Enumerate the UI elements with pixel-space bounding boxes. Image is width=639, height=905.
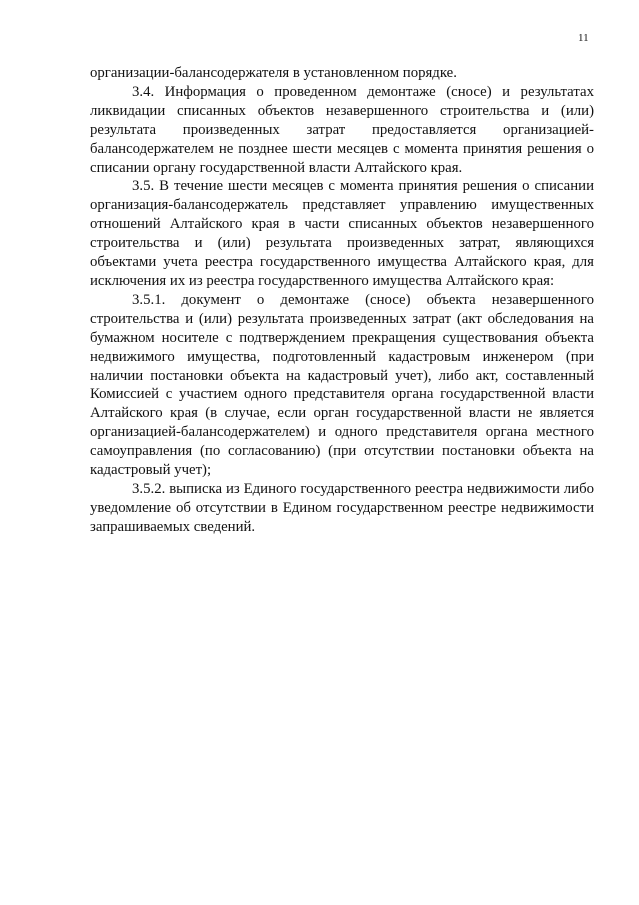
- paragraph-continuation: организации-балансодержателя в установленном порядке.: [90, 65, 457, 81]
- paragraph-3-5-2: 3.5.2. выписка из Единого государственного реестра недвижимости либо уведомление об отсутствии в Едином государственном реестре недвижимости запрашиваемых сведений.: [90, 480, 594, 535]
- document-body: [90, 64, 594, 537]
- paragraph-3-5: 3.5. В течение шести месяцев с момента принятия решения о списании организация-балансодержатель представляет управлению имущественных отношений Алтайского края в части списанных объектов незавершенного строительства и (или) результата произведенных затрат, являющихся объектами учета реестра государственного имущества Алтайского края, для исключения их из реестра государственного имущества Алтайского края:: [90, 178, 594, 289]
- paragraph-3-5-1: 3.5.1. документ о демонтаже (сносе) объекта незавершенного строительства и (или) результата произведенных затрат (акт обследования на бумажном носителе с подтверждением прекращения существования объекта недвижимого имущества, подготовленный кадастровым инженером (при наличии постановки объекта на кадастровый учет), либо акт, составленный Комиссией с участием одного представителя органа государственной власти Алтайского края (в случае, если орган государственной власти не является организацией-балансодержателем) и одного представителя органа местного самоуправления (по согласованию) (при отсутствии постановки объекта на кадастровый учет);: [90, 291, 594, 479]
- paragraph-3-4: 3.4. Информация о проведенном демонтаже (сносе) и результатах ликвидации списанных объектов незавершенного строительства и (или) результата произведенных затрат предоставляется организацией-балансодержателем не позднее шести месяцев с момента принятия решения о списании органу государственной власти Алтайского края.: [90, 83, 594, 176]
- page-number: 11: [578, 32, 589, 44]
